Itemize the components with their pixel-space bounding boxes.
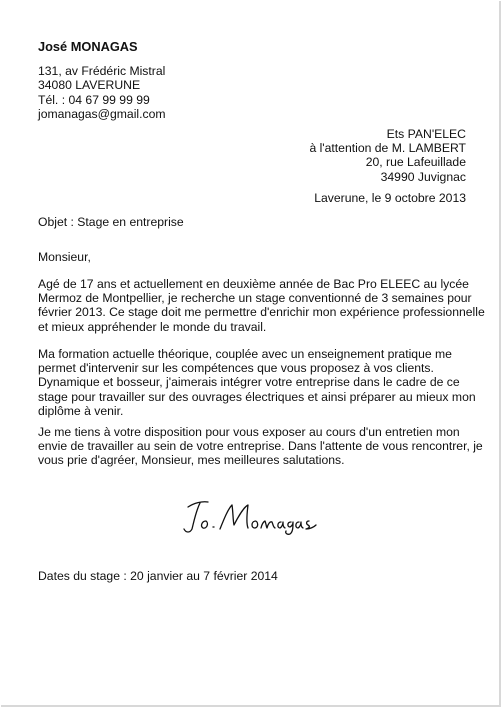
paragraph-closing: [38, 425, 483, 468]
recipient-block: [166, 127, 466, 184]
paragraph-line: permet d'intervenir sur les compétences que vous proposez à vos clients.: [38, 361, 434, 376]
paragraph-line: vous prie d'agréer, Monsieur, mes meilleures salutations.: [38, 453, 345, 468]
paragraph-line: Je me tiens à votre disposition pour vous exposer au cours d'un entretien mon: [38, 425, 460, 439]
letter-subject: Objet : Stage en entreprise: [38, 215, 184, 229]
letter-date: Laverune, le 9 octobre 2013: [314, 191, 466, 205]
recipient-attention: à l'attention de M. LAMBERT: [309, 141, 466, 156]
recipient-city: 34990 Juvignac: [380, 169, 466, 184]
paragraph-line: envie de travailler au sein de votre entreprise. Dans l'attente de vous rencontrer, je: [38, 439, 483, 454]
sender-block: [38, 40, 338, 121]
paragraph-line: Ma formation actuelle théorique, couplée avec un enseignement pratique me: [38, 347, 452, 361]
handwritten-signature: [178, 495, 318, 537]
paragraph-line: Mermoz de Montpellier, je recherche un stage conventionné de 3 semaines pour: [38, 291, 472, 306]
stage-dates: Dates du stage : 20 janvier au 7 février 2014: [38, 569, 278, 583]
paragraph-line: Agé de 17 ans et actuellement en deuxième année de Bac Pro ELEEC au lycée: [38, 277, 469, 291]
sender-name: José MONAGAS: [38, 39, 138, 54]
paragraph-line: Dynamique et bosseur, j'aimerais intégrer votre entreprise dans le cadre de ce: [38, 375, 460, 390]
salutation: Monsieur,: [38, 250, 91, 264]
paragraph-line: diplôme à venir.: [38, 403, 124, 418]
paragraph-training: [38, 347, 478, 418]
paragraph-line: février 2013. Ce stage doit me permettre d'enrichir mon expérience professionnelle: [38, 305, 485, 320]
paragraph-intro: [38, 277, 485, 334]
sender-address-line1: 131, av Frédéric Mistral: [38, 64, 166, 79]
recipient-company: Ets PAN'ELEC: [386, 127, 466, 141]
paragraph-line: et mieux appréhender le monde du travail.: [38, 319, 267, 334]
recipient-street: 20, rue Lafeuillade: [365, 155, 466, 170]
sender-address-line2: 34080 LAVERUNE: [38, 78, 141, 93]
paragraph-line: stage pour travailler sur des ouvrages électriques et ainsi préparer au mieux mon: [38, 389, 476, 404]
sender-email: jomanagas@gmail.com: [38, 106, 166, 121]
sender-phone: Tél. : 04 67 99 99 99: [38, 92, 150, 107]
